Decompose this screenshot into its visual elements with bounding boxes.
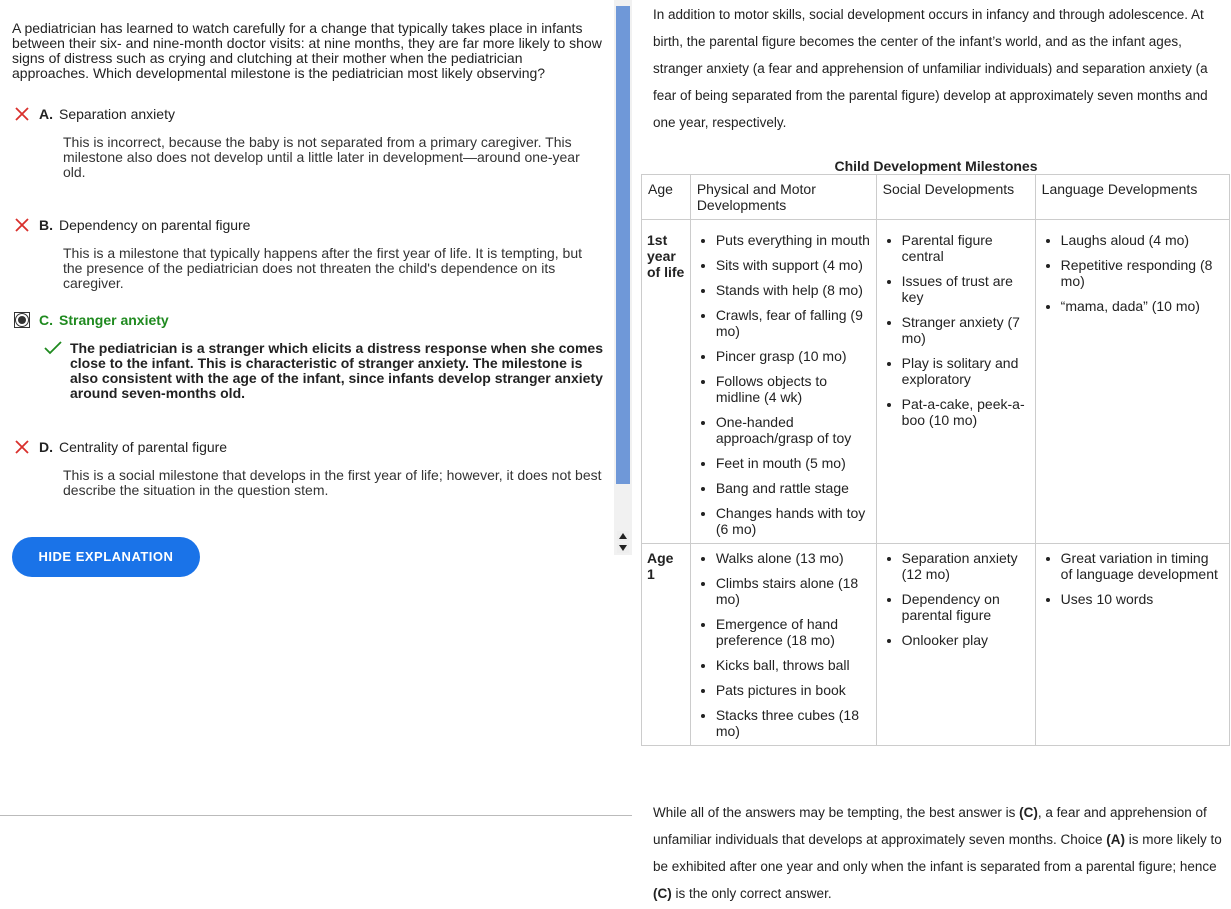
choice-c[interactable]	[12, 310, 612, 401]
list-item: • “mama, dada” (10 mo)	[1061, 298, 1224, 314]
table-row	[642, 544, 1230, 746]
list-item: • Pat-a-cake, peek-a-boo (10 mo)	[902, 396, 1030, 428]
choice-a[interactable]	[12, 104, 612, 180]
table-title: Child Development Milestones	[834, 158, 1038, 174]
list-item: • Stacks three cubes (18 mo)	[716, 707, 871, 739]
scroll-up-icon[interactable]	[617, 531, 629, 541]
answer-ref: (A)	[1106, 832, 1125, 847]
hide-explanation-button[interactable]: HIDE EXPLANATION	[12, 537, 200, 577]
question-stem: A pediatrician has learned to watch carefully for a change that typically takes place in infants between their six- and nine-month doctor visits: at nine months, they are far more likely to show signs of distress such as crying and clutching at their mother when the pediatrician approaches. Which developmental milestone is the pediatrician most likely observing?	[12, 20, 602, 81]
choice-explanation: This is incorrect, because the baby is not separated from a primary caregiver. This milestone also does not develop until a little later in development—around one-year old.	[63, 134, 580, 180]
conclusion-text: , a fear and apprehension of unfamiliar individuals that develops at approximately seven months. Choice	[653, 805, 1207, 847]
age-cell: 1st year of life	[642, 220, 691, 544]
choice-b[interactable]	[12, 215, 612, 291]
list-item: • Crawls, fear of falling (9 mo)	[716, 307, 871, 339]
choice-explanation: This is a social milestone that develops in the first year of life; however, it does not best describe the situation in the question stem.	[63, 467, 602, 498]
list-item: • Separation anxiety (12 mo)	[902, 550, 1030, 582]
choice-letter: A.	[39, 106, 53, 122]
list-item: • Changes hands with toy (6 mo)	[716, 505, 871, 537]
choice-letter: B.	[39, 217, 53, 233]
list-item: • Walks alone (13 mo)	[716, 550, 871, 566]
list-item: • Issues of trust are key	[902, 273, 1030, 305]
choice-letter: C.	[39, 312, 53, 328]
explanation-pane	[632, 0, 1230, 909]
list-item: • One-handed approach/grasp of toy	[716, 414, 871, 446]
physical-cell	[690, 220, 876, 544]
scrollbar[interactable]	[614, 0, 632, 555]
x-icon	[12, 215, 32, 235]
list-item: • Kicks ball, throws ball	[716, 657, 871, 673]
list-item: • Stands with help (8 mo)	[716, 282, 871, 298]
list-item: • Follows objects to midline (4 wk)	[716, 373, 871, 405]
list-item: • Bang and rattle stage	[716, 480, 871, 496]
list-item: • Uses 10 words	[1061, 591, 1224, 607]
explanation-conclusion	[653, 799, 1228, 907]
choice-letter: D.	[39, 439, 53, 455]
conclusion-text: is more likely to be exhibited after one year and only when the infant is separated from a parental figure; hence	[653, 832, 1222, 874]
language-cell	[1035, 220, 1229, 544]
column-header: Physical and Motor Developments	[690, 175, 876, 220]
physical-cell	[690, 544, 876, 746]
milestones-table	[641, 174, 1230, 746]
answer-ref: (C)	[1019, 805, 1038, 820]
list-item: • Play is solitary and exploratory	[902, 355, 1030, 387]
list-item: • Emergence of hand preference (18 mo)	[716, 616, 871, 648]
x-icon	[12, 104, 32, 124]
list-item: • Laughs aloud (4 mo)	[1061, 232, 1224, 248]
list-item: • Feet in mouth (5 mo)	[716, 455, 871, 471]
conclusion-text: is the only correct answer.	[671, 886, 832, 901]
age-cell: Age 1	[642, 544, 691, 746]
x-icon	[12, 437, 32, 457]
scroll-thumb[interactable]	[616, 6, 630, 484]
list-item: • Sits with support (4 mo)	[716, 257, 871, 273]
list-item: • Stranger anxiety (7 mo)	[902, 314, 1030, 346]
choice-explanation	[70, 341, 606, 401]
column-header: Social Developments	[876, 175, 1035, 220]
question-pane	[0, 0, 614, 564]
choice-text: Centrality of parental figure	[59, 439, 228, 455]
radio-selected-icon[interactable]	[12, 310, 32, 330]
table-row	[642, 220, 1230, 544]
list-item: • Pincer grasp (10 mo)	[716, 348, 871, 364]
choice-d[interactable]	[12, 437, 612, 498]
answer-ref: (C)	[653, 886, 672, 901]
social-cell	[876, 544, 1035, 746]
column-header: Language Developments	[1035, 175, 1229, 220]
table-header-row	[642, 175, 1230, 220]
choice-text: Stranger anxiety	[59, 312, 169, 328]
choice-explanation-text: The pediatrician is a stranger which elicits a distress response when she comes close to the infant. This is characteristic of stranger anxiety. The milestone is also consistent with the age of the infant, since infants develop stranger anxiety around seven-months old.	[70, 340, 603, 401]
explanation-intro: In addition to motor skills, social development occurs in infancy and through adolescence. At birth, the parental figure becomes the center of the infant’s world, and as the infant ages, stranger anxiety (a fear and apprehension of unfamiliar individuals) and separation anxiety (a fear of being separated from the parental figure) develop at approximately seven months and one year, respectively.	[653, 7, 1208, 130]
choice-explanation: This is a milestone that typically happens after the first year of life. It is tempting, but the presence of the pediatrician does not threaten the child's dependence on its caregiver.	[63, 245, 583, 291]
list-item: • Pats pictures in book	[716, 682, 871, 698]
list-item: • Parental figure central	[902, 232, 1030, 264]
list-item: • Dependency on parental figure	[902, 591, 1030, 623]
choice-text: Dependency on parental figure	[59, 217, 251, 233]
list-item: • Repetitive responding (8 mo)	[1061, 257, 1224, 289]
divider	[0, 815, 632, 816]
conclusion-text: While all of the answers may be tempting, the best answer is	[653, 805, 1020, 820]
language-cell	[1035, 544, 1229, 746]
choice-text: Separation anxiety	[59, 106, 175, 122]
social-cell	[876, 220, 1035, 544]
column-header: Age	[642, 175, 691, 220]
list-item: • Puts everything in mouth	[716, 232, 871, 248]
list-item: • Onlooker play	[902, 632, 1030, 648]
list-item: • Climbs stairs alone (18 mo)	[716, 575, 871, 607]
checkmark-icon	[44, 341, 62, 358]
list-item: • Great variation in timing of language development	[1061, 550, 1224, 582]
scroll-down-icon[interactable]	[617, 543, 629, 553]
